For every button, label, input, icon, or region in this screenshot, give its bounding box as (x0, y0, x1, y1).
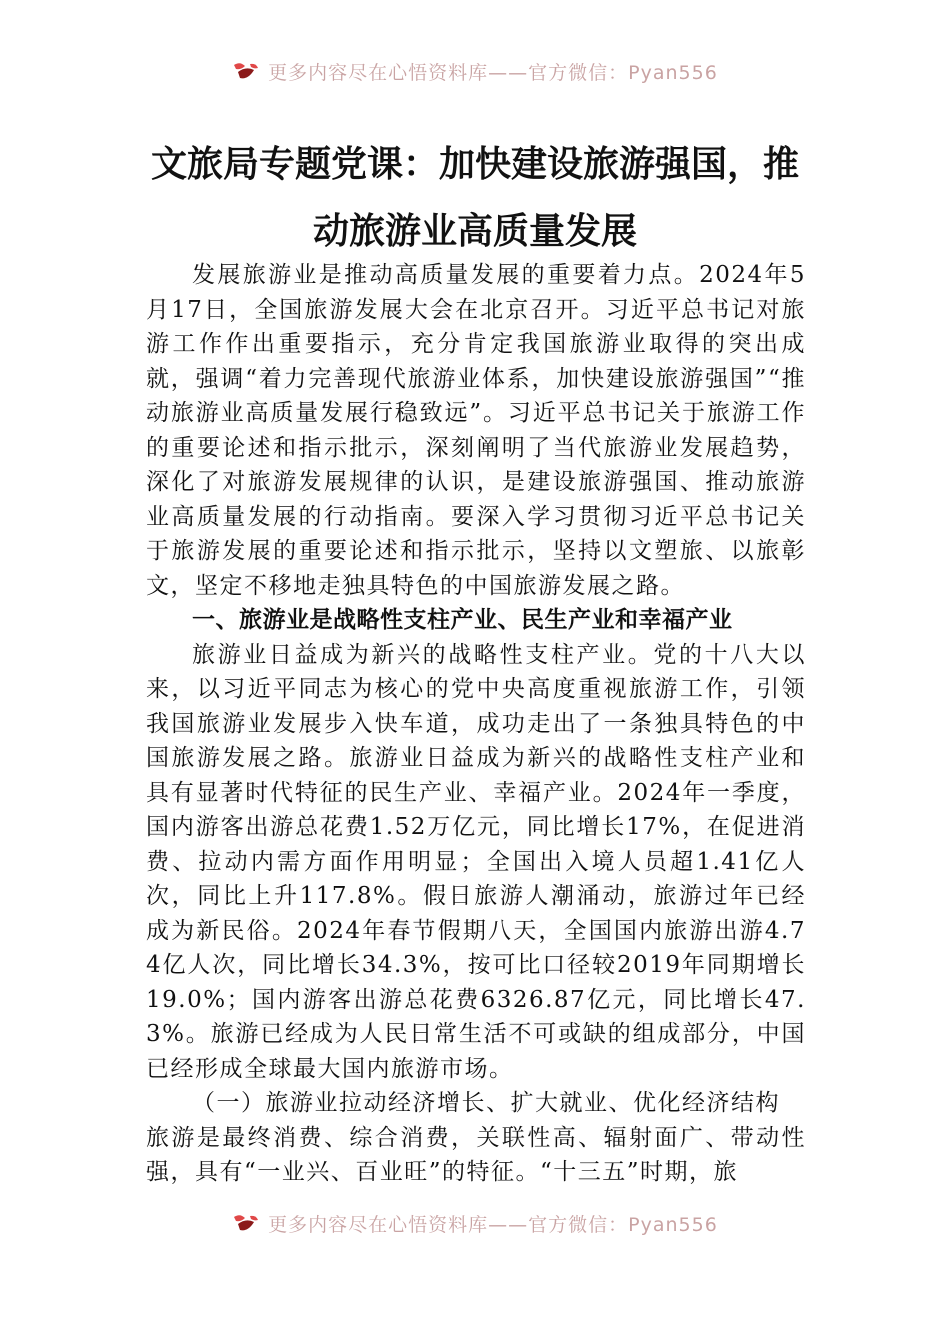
subsection-1-paragraph: 旅游是最终消费、综合消费，关联性高、辐射面广、带动性强，具有“一业兴、百业旺”的特征。“十三五”时期，旅 (146, 1124, 806, 1185)
watermark-header (0, 56, 950, 86)
watermark-footer (0, 1208, 950, 1238)
watermark-text: 更多内容尽在心悟资料库——官方微信：Pyan556 (268, 61, 718, 84)
section-1-paragraph: 旅游业日益成为新兴的战略性支柱产业。党的十八大以来，以习近平同志为核心的党中央高度重视旅游工作，引领我国旅游业发展步入快车道，成功走出了一条独具特色的中国旅游发展之路。旅游业日益成为新兴的战略性支柱产业和具有显著时代特征的民生产业、幸福产业。2024年一季度，国内游客出游总花费1.52万亿元，同比增长17%，在促进消费、拉动内需方面作用明显；全国出入境人员超1.41亿人次，同比上升117.8%。假日旅游人潮涌动，旅游过年已经成为新民俗。2024年春节假期八天，全国国内旅游出游4.74亿人次，同比增长34.3%，按可比口径较2019年同期增长19.0%；国内游客出游总花费6326.87亿元，同比增长47.3%。旅游已经成为人民日常生活不可或缺的组成部分，中国已经形成全球最大国内旅游市场。 (146, 641, 806, 1082)
document-title-line-2: 动旅游业高质量发展 (312, 210, 637, 252)
brand-logo-icon (232, 1212, 260, 1234)
document-title-line-1: 文旅局专题党课：加快建设旅游强国，推 (150, 143, 799, 185)
document-body (146, 258, 806, 1190)
intro-paragraph: 发展旅游业是推动高质量发展的重要着力点。2024年5月17日，全国旅游发展大会在北京召开。习近平总书记对旅游工作作出重要指示，充分肯定我国旅游业取得的突出成就，强调“着力完善现代旅游业体系，加快建设旅游强国”“推动旅游业高质量发展行稳致远”。习近平总书记关于旅游工作的重要论述和指示批示，深刻阐明了当代旅游业发展趋势，深化了对旅游发展规律的认识，是建设旅游强国、推动旅游业高质量发展的行动指南。要深入学习贯彻习近平总书记关于旅游发展的重要论述和指示批示，坚持以文塑旅、以旅彰文，坚定不移地走独具特色的中国旅游发展之路。 (146, 262, 806, 599)
subsection-1-heading: （一）旅游业拉动经济增长、扩大就业、优化经济结构 (192, 1090, 780, 1116)
watermark-text: 更多内容尽在心悟资料库——官方微信：Pyan556 (268, 1213, 718, 1236)
section-1-heading: 一、旅游业是战略性支柱产业、民生产业和幸福产业 (192, 606, 733, 633)
brand-logo-icon (232, 60, 260, 82)
